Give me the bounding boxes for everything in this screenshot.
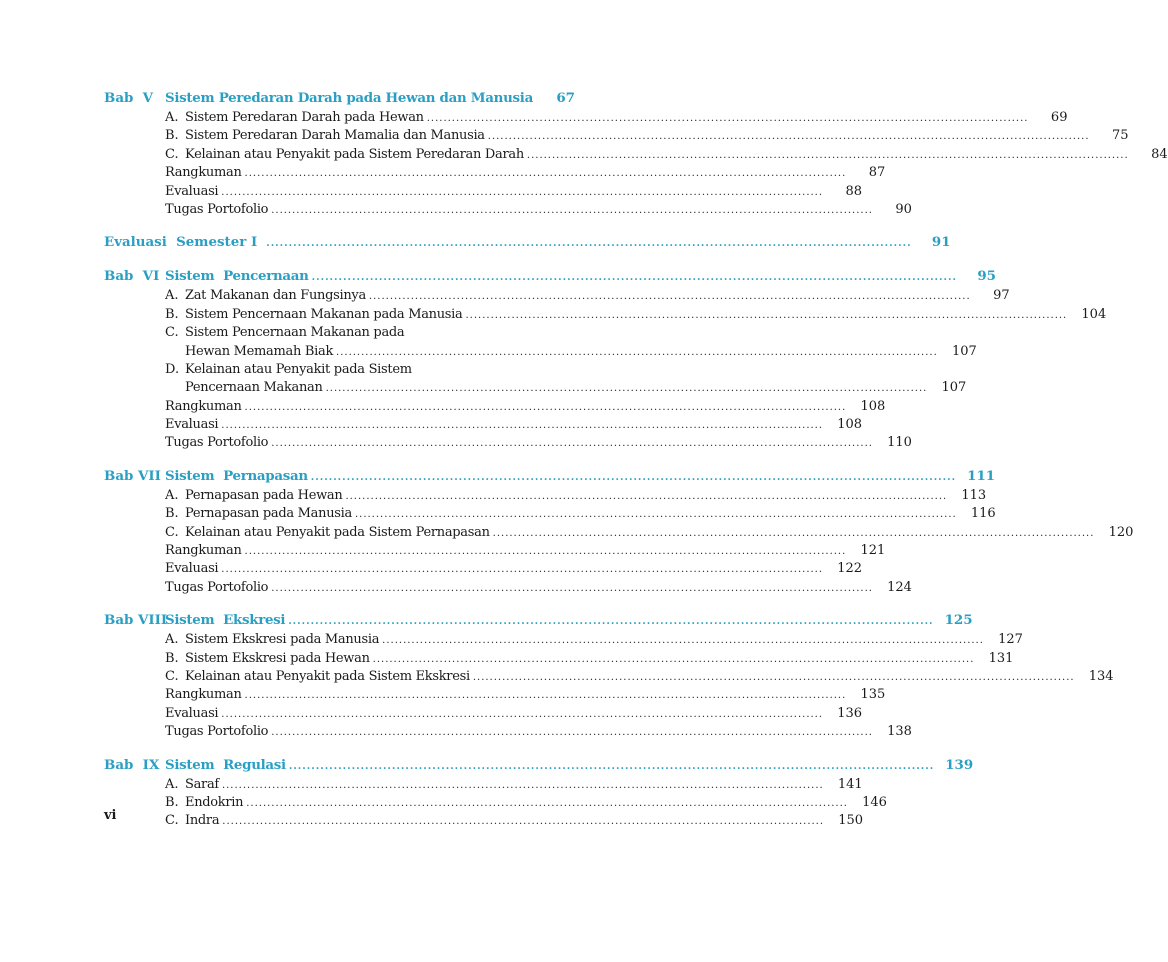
toc-entry: [104, 813, 864, 831]
entry-letter: B.: [165, 506, 179, 522]
dot-leader: [373, 654, 975, 665]
toc-entry: [104, 183, 863, 202]
toc-section: [104, 467, 1134, 598]
entry-text: Evaluasi: [165, 183, 219, 199]
toc-entry: [104, 506, 996, 524]
entry-page: 122: [837, 561, 863, 577]
dot-leader: [266, 238, 911, 249]
toc-section: [104, 612, 1114, 742]
entry-page: 104: [1081, 306, 1107, 322]
entry-page: 124: [887, 579, 912, 595]
dot-leader: [493, 528, 1095, 539]
dot-leader: [289, 761, 934, 772]
dot-leader: [222, 780, 824, 791]
dot-leader: [245, 402, 847, 413]
entry-letter: B.: [165, 650, 179, 666]
toc-entry: [104, 201, 912, 220]
chapter-title: Sistem Ekskresi: [165, 612, 286, 629]
entry-page: 107: [941, 380, 967, 396]
entry-text: Sistem Pencernaan Makanan pada Manusia: [185, 306, 463, 322]
dot-leader: [221, 564, 823, 575]
toc-entry: [104, 668, 1114, 687]
dot-leader: [336, 347, 938, 358]
entry-text: Rangkuman: [165, 687, 242, 703]
dot-leader: [288, 616, 933, 627]
entry-page: 75: [1111, 128, 1129, 144]
chapter-title: Sistem Regulasi: [165, 756, 286, 773]
toc-entry: [104, 794, 887, 813]
entry-text: Evaluasi: [165, 705, 219, 721]
chapter-title: Sistem Peredaran Darah pada Hewan dan Manusia: [165, 90, 533, 106]
chapter-heading: [104, 234, 951, 254]
dot-leader: [271, 438, 873, 449]
entry-page: 88: [845, 183, 863, 199]
entry-letter: A.: [165, 110, 179, 125]
toc-section: [104, 268, 1107, 454]
entry-page: 138: [887, 724, 912, 740]
toc-entry: [104, 487, 987, 506]
entry-page: 141: [837, 776, 863, 792]
chapter-heading: [104, 268, 996, 288]
dot-leader: [221, 709, 823, 720]
toc-entry: [104, 288, 1010, 306]
chapter-label: Bab V: [104, 90, 154, 106]
chapter-heading: [104, 612, 973, 632]
dot-leader: [311, 472, 956, 483]
chapter-page: 67: [556, 90, 575, 106]
toc-entry: [104, 110, 1068, 128]
entry-page: 120: [1108, 524, 1134, 540]
dot-leader: [382, 635, 984, 646]
dot-leader: [245, 546, 847, 557]
entry-letter: A.: [165, 632, 179, 648]
entry-page: 84: [1151, 146, 1168, 162]
entry-letter: D.: [165, 361, 180, 377]
toc-entry: [104, 417, 863, 435]
toc-entry: [104, 398, 886, 417]
dot-leader: [271, 205, 873, 216]
toc-entry: [104, 524, 1134, 543]
entry-text: Zat Makanan dan Fungsinya: [185, 288, 366, 304]
dot-leader: [246, 798, 848, 809]
entry-letter: A.: [165, 288, 179, 304]
dot-leader: [488, 131, 1090, 142]
entry-text: Sistem Peredaran Darah pada Hewan: [185, 110, 424, 125]
entry-text: Saraf: [185, 776, 219, 792]
entry-text: Kelainan atau Penyakit pada Sistem Pernapasan: [185, 524, 490, 540]
entry-letter: C.: [165, 524, 179, 540]
chapter-label: Bab VII: [104, 467, 161, 484]
toc-section: [104, 90, 1168, 220]
entry-page: 87: [868, 165, 886, 181]
dot-leader: [245, 168, 847, 179]
toc-entry-continued: [104, 380, 967, 398]
entry-text: Tugas Portofolio: [165, 435, 269, 451]
chapter-title: Sistem Pernapasan: [165, 467, 308, 484]
toc-entry: [104, 325, 562, 343]
entry-page: 146: [862, 794, 887, 810]
dot-leader: [427, 113, 1029, 124]
toc-entry: [104, 435, 912, 453]
dot-leader: [369, 291, 971, 302]
entry-page: 69: [1050, 110, 1068, 125]
toc-entry: [104, 561, 863, 579]
entry-letter: B.: [165, 306, 179, 322]
dot-leader: [271, 727, 873, 738]
chapter-page: 95: [977, 268, 996, 285]
chapter-heading: [104, 756, 974, 777]
entry-letter: B.: [165, 794, 179, 810]
entry-text: Kelainan atau Penyakit pada Sistem Ekskresi: [185, 668, 470, 684]
dot-leader: [271, 583, 873, 594]
entry-letter: C.: [165, 813, 179, 829]
chapter-label: Bab IX: [104, 756, 160, 773]
toc-entry: [104, 650, 1014, 669]
entry-text: Kelainan atau Penyakit pada Sistem: [185, 361, 412, 377]
entry-page: 131: [988, 650, 1014, 666]
entry-page: 150: [838, 813, 864, 829]
dot-leader: [527, 150, 1129, 161]
dot-leader: [221, 420, 823, 431]
entry-page: 110: [887, 435, 912, 451]
toc-entry: [104, 687, 886, 705]
chapter-page: 125: [944, 612, 973, 629]
toc-entry: [104, 632, 1023, 650]
entry-page: 127: [998, 632, 1023, 648]
entry-page: 121: [860, 543, 886, 559]
toc-entry: [104, 146, 1168, 165]
entry-page: 116: [970, 506, 996, 522]
entry-page: 107: [951, 343, 977, 359]
toc-entry: [104, 724, 912, 742]
chapter-title: Sistem Pencernaan: [165, 268, 309, 285]
chapter-label: Evaluasi Semester I: [104, 234, 258, 251]
table-of-contents: [104, 90, 1168, 832]
toc-entry: [104, 705, 863, 724]
entry-page: 135: [860, 687, 886, 703]
entry-page: 134: [1088, 668, 1114, 684]
toc-section: [104, 756, 974, 832]
entry-text: Kelainan atau Penyakit pada Sistem Peredaran Darah: [185, 146, 524, 162]
entry-text: Rangkuman: [165, 398, 242, 414]
entry-text: Sistem Ekskresi pada Hewan: [185, 650, 370, 666]
entry-text: Tugas Portofolio: [165, 201, 269, 217]
toc-entry-continued: [104, 343, 977, 362]
dot-leader: [466, 310, 1068, 321]
toc-entry: [104, 128, 1129, 146]
entry-page: 108: [860, 398, 886, 414]
entry-text: Tugas Portofolio: [165, 579, 269, 595]
entry-text: Sistem Peredaran Darah Mamalia dan Manusia: [185, 128, 485, 144]
entry-letter: B.: [165, 128, 179, 144]
toc-entry: [104, 776, 863, 795]
toc-section: [104, 234, 951, 254]
chapter-label: Bab VI: [104, 268, 160, 285]
toc-entry: [104, 306, 1107, 325]
entry-text: Evaluasi: [165, 561, 219, 577]
entry-text-continued: Pencernaan Makanan: [185, 380, 323, 396]
entry-text: Sistem Pencernaan Makanan pada: [185, 325, 405, 341]
dot-leader: [222, 816, 824, 827]
entry-letter: A.: [165, 776, 179, 792]
dot-leader: [355, 509, 957, 520]
entry-text: Sistem Ekskresi pada Manusia: [185, 632, 380, 648]
dot-leader: [312, 272, 957, 283]
dot-leader: [245, 690, 847, 701]
entry-text: Pernapasan pada Manusia: [185, 506, 352, 522]
entry-page: 90: [895, 201, 912, 217]
chapter-page: 111: [967, 467, 996, 484]
toc-entry: [104, 543, 886, 561]
entry-text-continued: Hewan Memamah Biak: [185, 343, 334, 359]
entry-page: 113: [961, 487, 987, 503]
dot-leader: [221, 187, 823, 198]
entry-text: Rangkuman: [165, 165, 242, 181]
entry-page: 136: [837, 705, 863, 721]
dot-leader: [473, 672, 1075, 683]
entry-letter: C.: [165, 325, 179, 341]
entry-text: Pernapasan pada Hewan: [185, 487, 343, 503]
entry-text: Endokrin: [185, 794, 244, 810]
entry-text: Indra: [185, 813, 220, 829]
entry-letter: C.: [165, 668, 179, 684]
entry-text: Evaluasi: [165, 417, 219, 433]
entry-letter: C.: [165, 146, 179, 162]
chapter-heading: [104, 90, 575, 110]
chapter-label: Bab VIII: [104, 612, 168, 629]
toc-entry: [104, 362, 562, 380]
entry-letter: A.: [165, 487, 179, 503]
chapter-page: 139: [945, 756, 974, 773]
chapter-page: 91: [931, 234, 951, 251]
toc-entry: [104, 579, 912, 598]
chapter-heading: [104, 467, 996, 488]
toc-entry: [104, 165, 886, 183]
page-number: vi: [104, 808, 117, 823]
entry-text: Tugas Portofolio: [165, 724, 269, 740]
entry-text: Rangkuman: [165, 543, 242, 559]
entry-page: 97: [993, 288, 1010, 304]
dot-leader: [345, 491, 947, 502]
dot-leader: [326, 383, 928, 394]
entry-page: 108: [837, 417, 863, 433]
